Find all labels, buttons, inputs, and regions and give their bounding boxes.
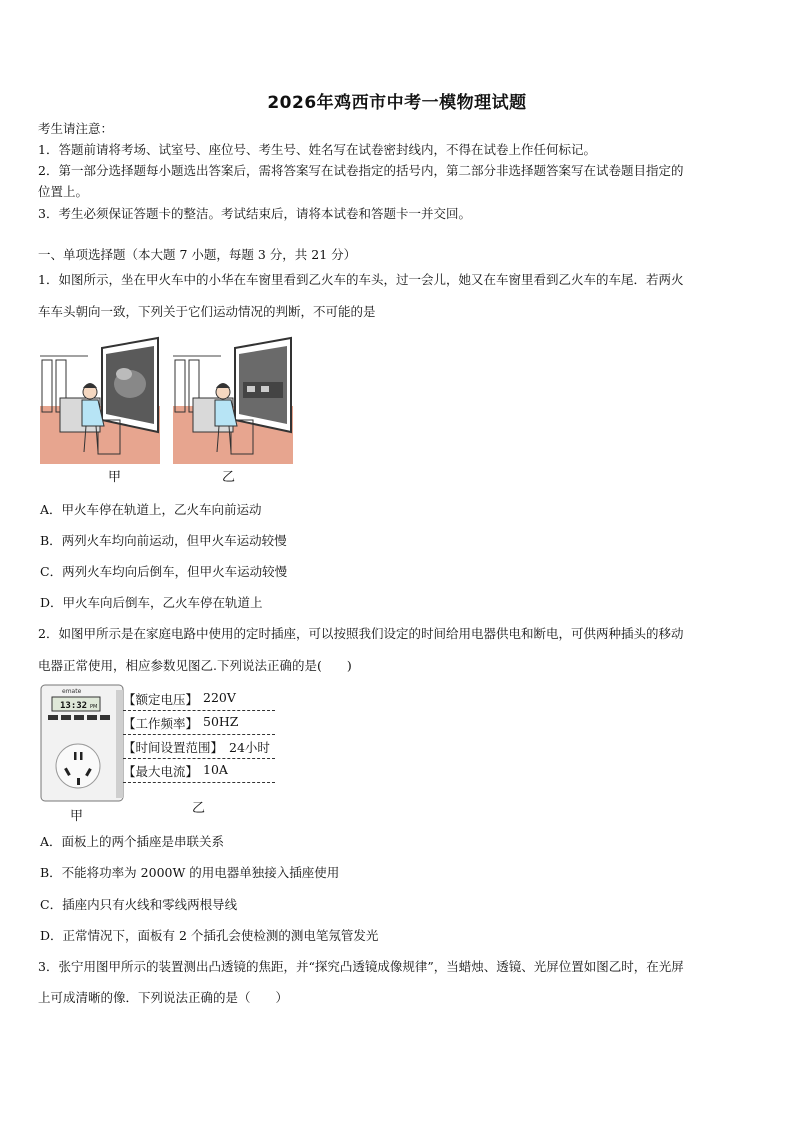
question-1-option-a: A．甲火车停在轨道上，乙火车向前运动 [40,502,262,517]
figure-label-jia: 甲 [70,809,84,824]
spec-value: 24小时 [229,740,270,755]
spec-value: 10A [203,762,228,777]
question-2-option-c: C．插座内只有火线和零线两根导线 [40,897,238,912]
timer-socket-illustration [40,684,124,802]
question-3-stem-cont: 上可成清晰的像．下列说法正确的是（ ） [38,990,289,1005]
notice-item-1: 1．答题前请将考场、试室号、座位号、考生号、姓名写在试卷密封线内，不得在试卷上作任何标记。 [38,142,596,157]
notice-item-2-cont: 位置上。 [38,184,89,199]
notice-item-2: 2．第一部分选择题每小题选出答案后，需将答案写在试卷指定的括号内，第二部分非选择题答案写在试卷题目指定的 [38,163,684,178]
device-brand: emate [62,688,82,695]
question-1-option-b: B．两列火车均向前运动，但甲火车运动较慢 [40,533,287,548]
question-1-stem-cont: 车车头朝向一致，下列关于它们运动情况的判断，不可能的是 [38,304,376,319]
question-2-stem-cont: 电器正常使用，相应参数见图乙.下列说法正确的是( ) [38,658,352,673]
spec-row-time-range [123,735,275,759]
train-window-illustration-a [40,336,160,464]
device-display: 13:32 [60,701,88,711]
spec-value: 50HZ [203,714,239,729]
spec-row-max-current [123,759,275,783]
question-1-stem: 1．如图所示，坐在甲火车中的小华在车窗里看到乙火车的车头，过一会儿，她又在车窗里看到乙火车的车尾．若两火 [38,272,684,287]
spec-row-rated-voltage [123,687,275,711]
spec-key: 【时间设置范围】 [123,740,224,755]
spec-row-frequency [123,711,275,735]
question-2-option-a: A．面板上的两个插座是串联关系 [40,834,225,849]
notice-heading: 考生请注意： [38,121,114,136]
spec-key: 【工作频率】 [123,716,199,731]
question-2-option-b: B．不能将功率为 2000W 的用电器单独接入插座使用 [40,865,340,880]
figure-label-yi: 乙 [222,470,236,485]
question-2-stem: 2．如图甲所示是在家庭电路中使用的定时插座，可以按照我们设定的时间给用电器供电和断电，可供两种插头的移动 [38,626,684,641]
figure-label-yi: 乙 [192,801,206,816]
question-1-option-d: D．甲火车向后倒车，乙火车停在轨道上 [40,595,263,610]
section-title: 一、单项选择题（本大题 7 小题，每题 3 分，共 21 分） [38,247,357,262]
spec-key: 【最大电流】 [123,764,199,779]
question-1-option-c: C．两列火车均向后倒车，但甲火车运动较慢 [40,564,288,579]
spec-key: 【额定电压】 [123,692,199,707]
notice-item-3: 3．考生必须保证答题卡的整洁。考试结束后，请将本试卷和答题卡一并交回。 [38,206,471,221]
question-2-option-d: D．正常情况下，面板有 2 个插孔会使检测的测电笔氖管发光 [40,928,379,943]
page-title: 2026年鸡西市中考一模物理试题 [267,93,527,113]
question-3-stem: 3．张宁用图甲所示的装置测出凸透镜的焦距，并“探究凸透镜成像规律”，当蜡烛、透镜、光屏位置如图乙时，在光屏 [38,959,684,974]
device-display-suffix: PM [90,704,98,710]
figure-label-jia: 甲 [108,470,122,485]
spec-value: 220V [203,690,236,705]
train-window-illustration-b [173,336,293,464]
